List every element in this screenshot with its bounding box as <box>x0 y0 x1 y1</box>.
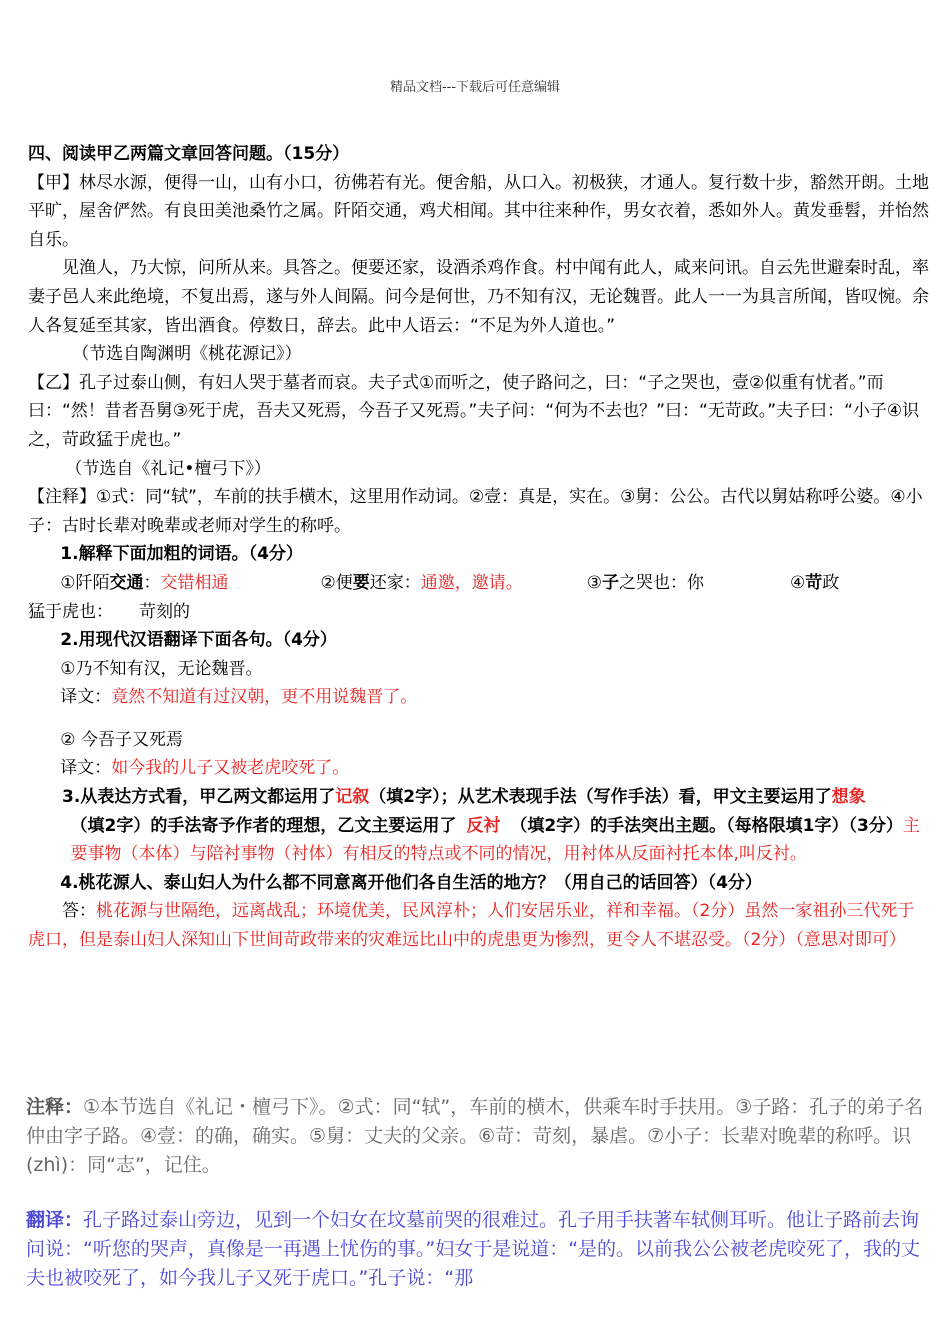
question-4-answer: 答：桃花源与世隔绝，远离战乱；环境优美，民风淳朴；人们安居乐业，祥和幸福。（2分）虽然一家祖孙三代死于虎口，但是泰山妇人深知山下世间苛政带来的灾难远比山中的虎患更为惨烈，更令人不堪忍受。（2分）（意思对即可） <box>28 901 915 951</box>
annotation-block: 【注释】①式：同“轼”，车前的扶手横木，这里用作动词。②壹：真是，实在。③舅：公公。古代以舅姑称呼公婆。④小子：古时长辈对晚辈或老师对学生的称呼。 <box>28 487 923 536</box>
question-2-answer-1: 译文：竟然不知道有过汉朝，更不用说魏晋了。 <box>60 687 418 708</box>
bold-word: 子 <box>602 572 620 593</box>
question-1-items: ①阡陌交通：交错相通 ②便要还家：通邀，邀请。 ③子之哭也：你 ④苛政 <box>60 572 840 593</box>
answer-text: 想象 <box>831 787 866 808</box>
translation-label: 翻译： <box>26 1209 84 1231</box>
translation-block: 翻译：孔子路过泰山旁边，见到一个妇女在坟墓前哭的很难过。孔子用手扶著车轼侧耳听。他让子路前去询问说：“听您的哭声，真像是一再遇上忧伤的事。”妇女于是说道：“是的。以前我公公被老虎咬死了，我的丈夫也被咬死了，如今我儿子又死于虎口。”孔子说：“那 <box>26 1209 921 1289</box>
notes-label: 注释： <box>26 1096 84 1118</box>
answer-text: 交错相通 <box>160 572 229 593</box>
question-4-title: 4.桃花源人、泰山妇人为什么都不同意离开他们各自生活的地方？（用自己的话回答）（4分） <box>60 872 762 893</box>
passage-jia-source: （节选自陶渊明《桃花源记》） <box>72 344 302 365</box>
answer-text: 通邀，邀请。 <box>420 572 523 593</box>
answer-text: 桃花源与世隔绝，远离战乱；环境优美，民风淳朴；人们安居乐业，祥和幸福。（2分）虽然一家祖孙三代死于虎口，但是泰山妇人深知山下世间苛政带来的灾难远比山中的虎患更为惨烈，更令人不堪忍受。（2分）（意思对即可） <box>28 901 915 951</box>
answer-text: 竟然不知道有过汉朝，更不用说魏晋了。 <box>111 687 418 708</box>
question-3: 3.从表达方式看，甲乙两文都运用了记叙（填2字）；从艺术表现手法（写作手法）看，甲文主要运用了想象 <box>62 787 866 808</box>
passage-jia-p2: 见渔人，乃大惊，问所从来。具答之。便要还家，设酒杀鸡作食。村中闻有此人，咸来问讯。自云先世避秦时乱，率妻子邑人来此绝境，不复出焉，遂与外人间隔。问今是何世，乃不知有汉，无论魏晋。此人一一为具言所闻，皆叹惋。余人各复延至其家，皆出酒食。停数日，辞去。此中人语云：“不足为外人道也。” <box>28 258 929 336</box>
bold-word: 要 <box>352 572 370 593</box>
answer-text: 苛刻的 <box>139 601 190 622</box>
passage-jia-p1: 【甲】林尽水源，便得一山，山有小口，彷佛若有光。便舍船，从口入。初极狭，才通人。复行数十步，豁然开朗。土地平旷，屋舍俨然。有良田美池桑竹之属。阡陌交通，鸡犬相闻。其中往来种作，男女衣着，悉如外人。黄发垂髫，并怡然自乐。 <box>28 172 929 250</box>
question-2-sentence-1: ①乃不知有汉，无论魏晋。 <box>60 658 263 679</box>
question-2-sentence-2: ② 今吾子又死焉 <box>60 729 183 750</box>
bold-word: 交通 <box>109 572 144 593</box>
passage-jia-label: 【甲】 <box>28 172 79 193</box>
annotation-label: 【注释】 <box>28 487 96 508</box>
answer-text: 记叙 <box>335 787 370 808</box>
notes-block: 注释：①本节选自《礼记・檀弓下》。②式：同“轼”，车前的横木，供乘车时手扶用。③子路：孔子的弟子名仲由字子路。④壹：的确，确实。⑤舅：丈夫的父亲。⑥苛：苛刻，暴虐。⑦小子：长辈对晚辈的称呼。识(zhì)：同“志”，记住。 <box>26 1096 924 1176</box>
section-title: 四、阅读甲乙两篇文章回答问题。（15分） <box>28 144 350 164</box>
bold-word: 苛 <box>805 572 823 593</box>
question-1-title: 1.解释下面加粗的词语。（4分） <box>60 544 303 565</box>
passage-yi-label: 【乙】 <box>28 372 79 393</box>
question-1-items-cont: 猛于虎也： 苛刻的 <box>28 601 190 622</box>
question-2-answer-2: 译文：如今我的儿子又被老虎咬死了。 <box>60 758 350 779</box>
passage-yi-source: （节选自《礼记•檀弓下》） <box>65 458 271 479</box>
page-header: 精品文档---下载后可任意编辑 <box>389 80 561 95</box>
answer-text: 如今我的儿子又被老虎咬死了。 <box>111 758 350 779</box>
passage-yi: 【乙】孔子过泰山侧，有妇人哭于墓者而哀。夫子式①而听之，使子路问之，曰：“子之哭也，壹②似重有忧者。”而曰：“然！昔者吾舅③死于虎，吾夫又死焉，今吾子又死焉。”夫子问：“何为不去也？”曰：“无苛政。”夫子曰：“小子④识之，苛政猛于虎也。” <box>28 372 920 450</box>
answer-text: 反衬 <box>466 815 501 836</box>
answer-text: 主要事物（本体）与陪衬事物（衬体）有相反的特点或不同的情况，用衬体从反面衬托本体,叫反衬。 <box>70 815 920 865</box>
question-2-title: 2.用现代汉语翻译下面各句。（4分） <box>60 630 337 651</box>
document-body <box>28 140 930 955</box>
question-3-cont: （填2字）的手法寄予作者的理想，乙文主要运用了 反衬 （填2字）的手法突出主题。（每格限填1字）（3分）主要事物（本体）与陪衬事物（衬体）有相反的特点或不同的情况，用衬体从反面衬托本体,叫反衬。 <box>70 815 920 865</box>
